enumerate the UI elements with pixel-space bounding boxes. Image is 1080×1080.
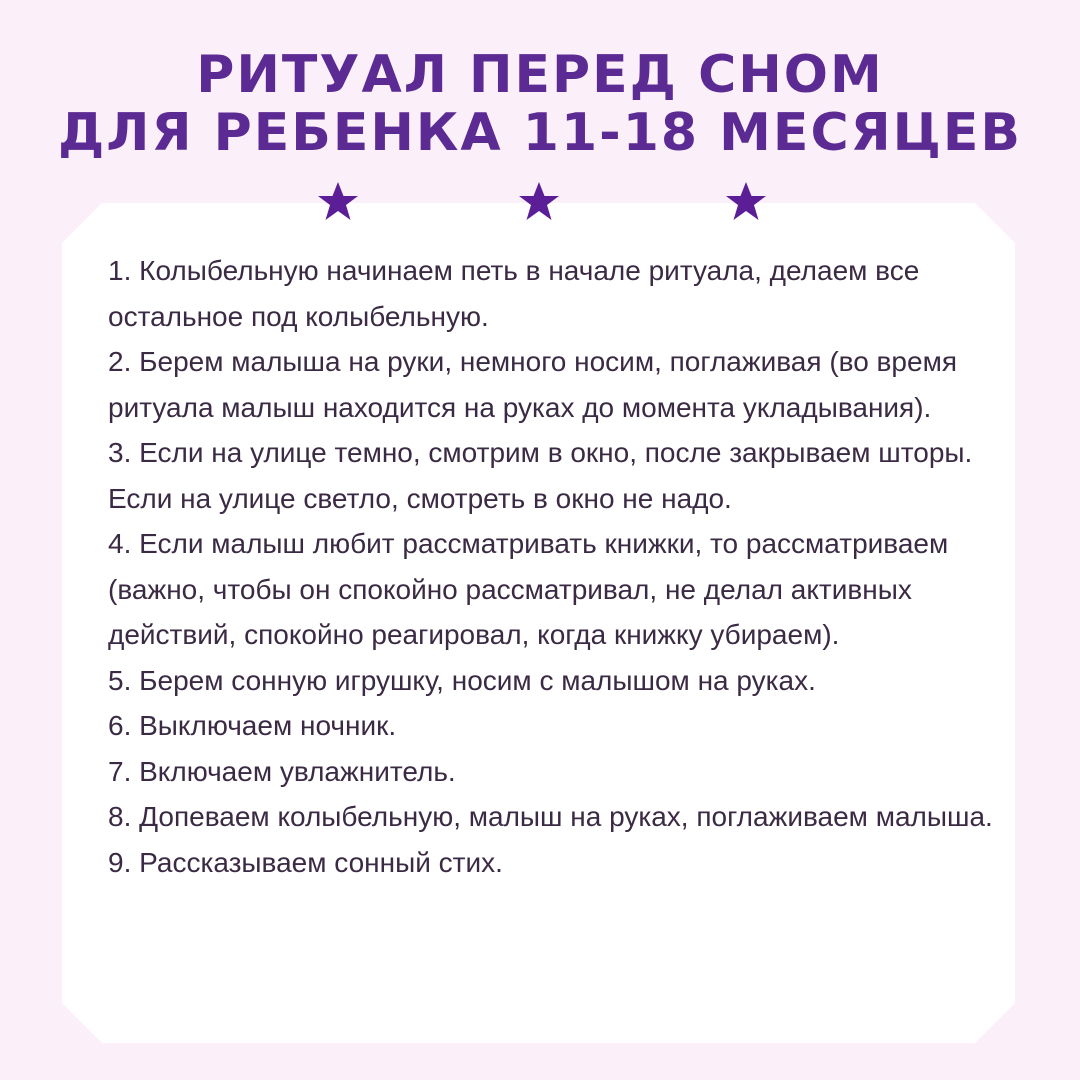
page-title: [0, 46, 1080, 162]
ritual-steps-list: [108, 248, 998, 885]
list-item: 6. Выключаем ночник.: [108, 710, 397, 741]
star-icon: [517, 180, 561, 224]
list-item: 2. Берем малыша на руки, немного носим, поглаживая (во время ритуала малыш находится на руках до момента укладывания).: [108, 346, 957, 423]
title-line-2: ДЛЯ РЕБЕНКА 11-18 МЕСЯЦЕВ: [57, 103, 1023, 163]
list-item: 8. Допеваем колыбельную, малыш на руках, поглаживаем малыша.: [108, 801, 993, 832]
list-item: 3. Если на улице темно, смотрим в окно, после закрываем шторы. Если на улице светло, смотреть в окно не надо.: [108, 437, 973, 514]
list-item: 5. Берем сонную игрушку, носим с малышом на руках.: [108, 664, 816, 696]
list-item: 4. Если малыш любит рассматривать книжки, то рассматриваем (важно, чтобы он спокойно рассматривал, не делал активных действий, спокойно реагировал, когда книжку убираем).: [108, 528, 949, 650]
list-item: 1. Колыбельную начинаем петь в начале ритуала, делаем все остальное под колыбельную.: [108, 255, 920, 332]
list-item: 9. Рассказываем сонный стих.: [108, 846, 503, 878]
star-icon: [724, 180, 768, 224]
title-line-1: РИТУАЛ ПЕРЕД СНОМ: [196, 45, 884, 105]
star-icon: [316, 180, 360, 224]
list-item: 7. Включаем увлажнитель.: [108, 755, 456, 787]
